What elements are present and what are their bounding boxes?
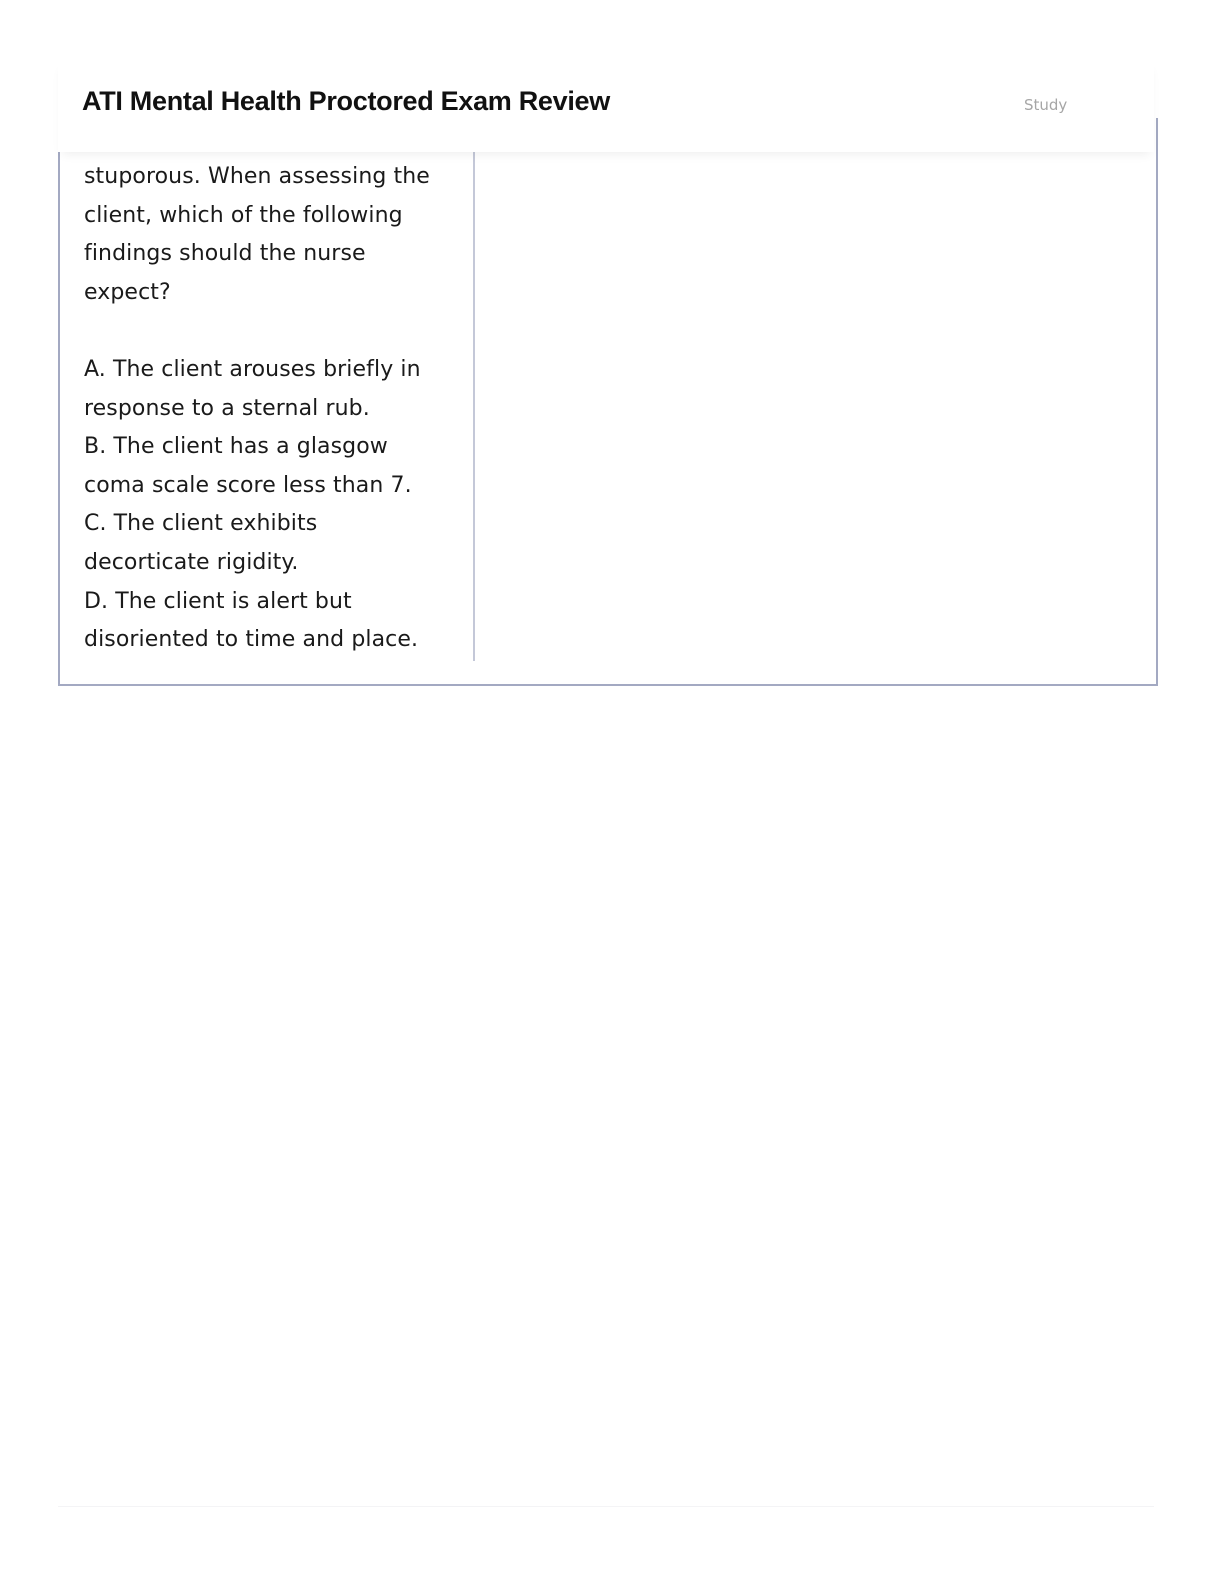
option-d-line: D. The client is alert but bbox=[84, 588, 352, 614]
option-a-line: response to a sternal rub. bbox=[84, 395, 370, 421]
spacer bbox=[84, 312, 434, 351]
option-c-line: C. The client exhibits bbox=[84, 511, 318, 537]
option-b-line: B. The client has a glasgow bbox=[84, 434, 388, 460]
option-c-line: decorticate rigidity. bbox=[84, 549, 299, 575]
footer-divider bbox=[58, 1506, 1154, 1507]
option-a-line: A. The client arouses briefly in bbox=[84, 356, 421, 382]
flashcard-term bbox=[84, 158, 434, 660]
flashcard bbox=[58, 118, 1158, 686]
page-header bbox=[58, 60, 1154, 152]
option-b-line: coma scale score less than 7. bbox=[84, 472, 412, 498]
question-line: client, which of the following bbox=[84, 202, 403, 228]
option-d-line: disoriented to time and place. bbox=[84, 627, 419, 653]
question-line: stuporous. When assessing the bbox=[84, 164, 430, 189]
card-column-divider bbox=[473, 118, 475, 661]
study-link[interactable]: Study bbox=[1024, 96, 1068, 114]
page-title: ATI Mental Health Proctored Exam Review bbox=[82, 86, 610, 116]
question-line: findings should the nurse bbox=[84, 241, 366, 267]
question-line: expect? bbox=[84, 279, 171, 305]
